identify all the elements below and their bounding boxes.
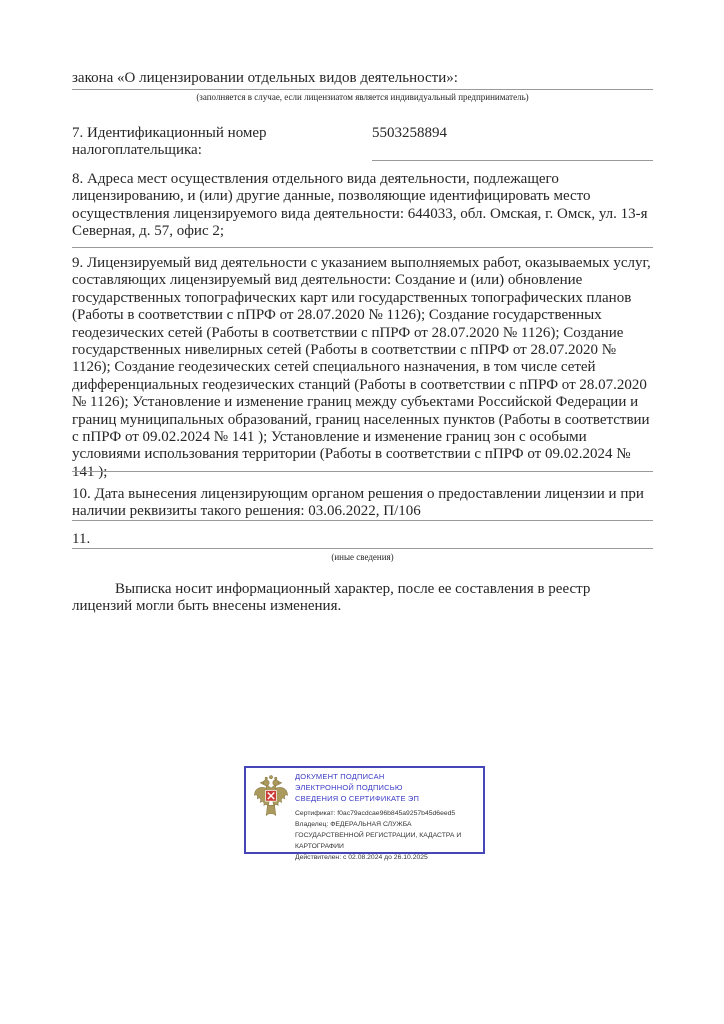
certificate-value: Сертификат: f0ac79acdcae96b845a9257b45d6eed5	[295, 809, 456, 817]
certificate-validity: Действителен: с 02.08.2024 до 26.10.2025	[295, 853, 428, 861]
separator-line	[72, 520, 653, 521]
stamp-info-block	[295, 808, 478, 863]
disclaimer-paragraph: Выписка носит информационный характер, после ее составления в реестр лицензий могли быть внесены изменения.	[72, 581, 591, 615]
item7-inn-value: 5503258894	[372, 125, 447, 141]
value-underline	[372, 160, 653, 161]
stamp-text-block	[295, 772, 478, 863]
ip-footnote: (заполняется в случае, если лицензиатом является индивидуальный предприниматель)	[196, 92, 529, 102]
stamp-title-line: СВЕДЕНИЯ О СЕРТИФИКАТЕ ЭП	[295, 793, 420, 803]
stamp-title-line: ДОКУМЕНТ ПОДПИСАН	[295, 772, 385, 781]
stamp-title	[295, 772, 478, 805]
digital-signature-stamp	[244, 766, 485, 861]
separator-line	[72, 247, 653, 248]
separator-line	[72, 548, 653, 549]
item10-paragraph: 10. Дата вынесения лицензирующим органом решения о предоставлении лицензии и при наличии реквизиты такого решения: 03.06.2022, П/106	[72, 486, 644, 520]
stamp-title-line: ЭЛЕКТРОННОЙ ПОДПИСЬЮ	[295, 782, 403, 792]
item9-paragraph: 9. Лицензируемый вид деятельности с указанием выполняемых работ, оказываемых услуг, составляющих лицензируемый вид деятельности: Создание и (или) обновление государственных топографических карт или государственных топографических планов (Работы в соответствии с пПРФ от 28.07.2020 № 1126); Создание государственных геодезических сетей (Работы в соответствии с пПРФ от 28.07.2020 № 1126); Создание государственных нивелирных сетей (Работы в соответствии с пПРФ от 28.07.2020 № 1126); Создание геодезических сетей специального назначения, в том числе сетей дифференциальных геодезических станций (Работы в соответствии с пПРФ от 28.07.2020 № 1126); Установление и изменение границ между субъектами Российской Федерации и границ муниципальных образований, границ населенных пунктов (Работы в соответствии с пПРФ от 09.02.2024 № 141 ); Установление и изменение границ зон с особыми условиями использования территории (Работы в соответствии с пПРФ от 09.02.2024 № 141 );	[72, 255, 651, 480]
item7-label: 7. Идентификационный номер налогоплательщика:	[72, 125, 267, 159]
item11-number: 11.	[72, 531, 91, 547]
other-info-footnote: (иные сведения)	[331, 552, 394, 562]
separator-line	[72, 471, 653, 472]
coat-of-arms-icon	[252, 774, 290, 824]
lead-continuation-text: закона «О лицензировании отдельных видов деятельности»:	[72, 70, 458, 86]
certificate-owner: Владелец: ФЕДЕРАЛЬНАЯ СЛУЖБА ГОСУДАРСТВЕННОЙ РЕГИСТРАЦИИ, КАДАСТРА И КАРТОГРАФИИ	[295, 820, 462, 850]
item8-paragraph: 8. Адреса мест осуществления отдельного вида деятельности, подлежащего лицензированию, и (или) другие данные, позволяющие идентифицировать место осуществления лицензируемого вида деятельности: 644033, обл. Омская, г. Омск, ул. 13-я Северная, д. 57, офис 2;	[72, 171, 648, 240]
separator-line	[72, 89, 653, 90]
